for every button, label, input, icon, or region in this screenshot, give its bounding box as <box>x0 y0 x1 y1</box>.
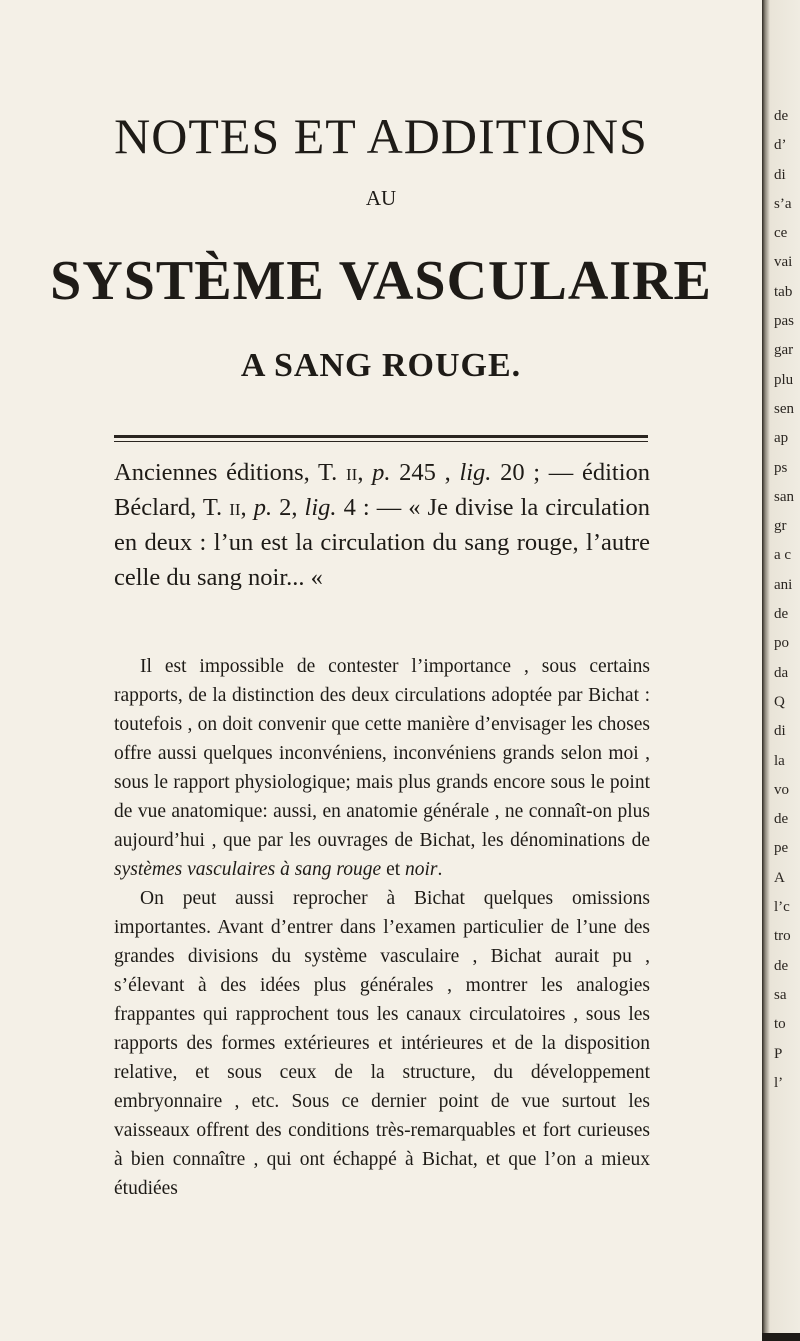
facing-page-fragment: ani <box>774 576 793 593</box>
facing-page-fragment: ap <box>774 430 789 447</box>
facing-page-fragment: po <box>774 635 789 652</box>
facing-page-fragments <box>774 102 800 1098</box>
facing-page-fragment: plu <box>774 371 794 388</box>
facing-page-fragment: Q <box>774 693 785 710</box>
facing-page-fragment: l’c <box>774 899 790 916</box>
intro-text: Anciennes éditions, T. <box>114 459 346 486</box>
paragraph-1 <box>114 652 650 884</box>
intro-line-value: 20 ; — édition Béclard, T. <box>114 459 651 521</box>
intro-text: , <box>240 494 254 521</box>
facing-page-fragment: A <box>774 869 785 886</box>
facing-page-fragment: ce <box>774 225 788 242</box>
facing-page-fragment: de <box>774 606 789 623</box>
facing-page-fragment: sen <box>774 400 794 417</box>
facing-page-fragment: P <box>774 1045 783 1062</box>
intro-text: , <box>357 459 373 486</box>
facing-page-fragment: pas <box>774 313 794 330</box>
facing-page-fragment: san <box>774 488 794 505</box>
notes-body <box>114 652 650 1203</box>
facing-page-fragment: vo <box>774 781 789 798</box>
intro-tome: ii <box>229 494 241 521</box>
heading-systeme-vasculaire: SYSTÈME VASCULAIRE <box>50 250 712 312</box>
facing-page-fragment: gr <box>774 518 787 535</box>
paragraph-1-end: . <box>437 859 443 880</box>
term-systemes-vasculaires: systèmes vasculaires à sang rouge <box>114 859 382 880</box>
facing-page-fragment: de <box>774 108 789 124</box>
heading-a-sang-rouge: A SANG ROUGE. <box>240 347 522 384</box>
double-rule-thick <box>114 435 648 438</box>
heading-au: AU <box>365 186 397 210</box>
paragraph-1-text: Il est impossible de contester l’importance , sous certains rapports, de la distinction des deux circulations adoptée par Bichat : toutefois , on doit convenir que cette manière d’envisager les choses offre aussi quelques inconvéniens, inconvéniens grands selon moi , sous le rapport physiologique; mais plus grands encore sous le point de vue anatomique: aussi, en anatomie générale , ne connaît-on plus aujourd’hui , que par les ouvrages de Bichat, les dénominations de <box>114 656 650 851</box>
page-edge-shadow <box>762 1333 800 1341</box>
facing-page-fragment: a c <box>774 547 792 564</box>
facing-page-fragment: la <box>774 752 785 769</box>
intro-page-value: 2, <box>272 494 305 521</box>
facing-page-fragment: di <box>774 723 786 740</box>
paragraph-1-conjunction: et <box>381 859 406 880</box>
intro-page-label: p. <box>253 494 273 521</box>
facing-page-fragment: da <box>774 664 789 681</box>
double-rule-thin <box>114 441 648 442</box>
intro-line-label: lig. <box>459 459 492 486</box>
facing-page-fragment: gar <box>774 342 794 359</box>
intro-line-label: lig. <box>304 494 337 521</box>
facing-page-fragment: de <box>774 811 789 828</box>
facing-page-fragment: tro <box>774 928 791 945</box>
intro-page-value: 245 <box>390 459 436 486</box>
term-noir: noir <box>405 859 438 880</box>
facing-page-fragment: vai <box>774 254 793 271</box>
facing-page-fragment: l’ <box>774 1074 784 1091</box>
facing-page-fragment: pe <box>774 840 789 857</box>
facing-page-fragment: de <box>774 957 789 974</box>
paragraph-2 <box>114 884 650 1203</box>
facing-page-fragment: di <box>774 166 786 183</box>
heading-notes-et-additions: NOTES ET ADDITIONS <box>114 108 648 164</box>
intro-quote: 4 : — « Je divise la circulation en deux : l’un est la circulation du sang rouge, l’autre celle du sang noir... « <box>114 494 651 591</box>
facing-page-fragment: sa <box>774 986 787 1003</box>
facing-page-fragment: d’ <box>774 137 787 154</box>
intro-text: , <box>435 459 460 486</box>
intro-page-label: p. <box>372 459 391 486</box>
intro-tome: ii <box>345 459 358 486</box>
facing-page-fragment: tab <box>774 283 793 300</box>
paragraph-2-text: On peut aussi reprocher à Bichat quelques omissions importantes. Avant d’entrer dans l’examen particulier de l’une des grandes divisions du système vasculaire , Bichat aurait pu , s’élevant à des idées plus générales , montrer les analogies frappantes qui rapprochent tous les canaux circulatoires , sous les rapports des formes extérieures et intérieures et de la disposition relative, et sous ceux de la structure, du développement embryonnaire , etc. Sous ce dernier point de vue surtout les vaisseaux offrent des conditions très-remarquables et fort curieuses à bien connaître , qui ont échappé à Bichat, et que l’on a mieux étudiées <box>114 888 650 1199</box>
facing-page-fragment: s’a <box>774 195 792 212</box>
reference-intro <box>114 455 650 595</box>
facing-page-fragment: ps <box>774 459 788 476</box>
facing-page-fragment: to <box>774 1016 786 1033</box>
